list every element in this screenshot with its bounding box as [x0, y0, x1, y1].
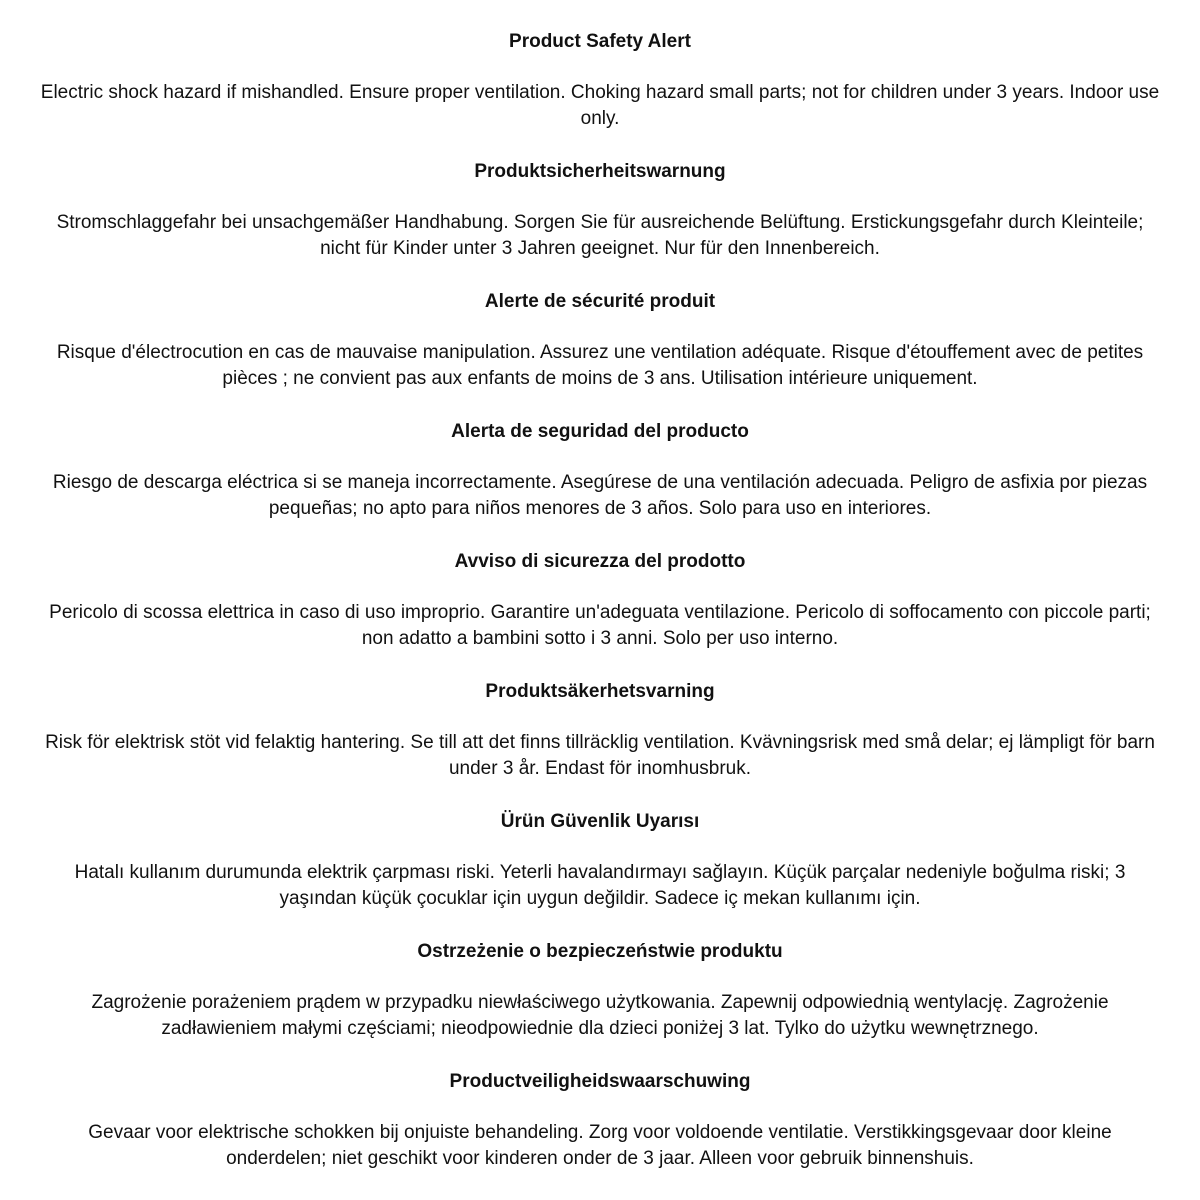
section-text: Risk för elektrisk stöt vid felaktig hantering. Se till att det finns tillräcklig ventilation. Kvävningsrisk med små delar; ej lämpligt för barn under 3 år. Endast för inomhusbruk.: [45, 732, 1155, 779]
section-title: Productveiligheidswaarschuwing: [449, 1071, 751, 1092]
section-title: Alerte de sécurité produit: [484, 291, 716, 312]
section-text: Riesgo de descarga eléctrica si se maneja incorrectamente. Asegúrese de una ventilación adecuada. Peligro de asfixia por piezas pequeñas; no apto para niños menores de 3 años. Solo para uso en interiores.: [52, 472, 1148, 519]
section-german: [36, 158, 1164, 262]
section-title: Produktsicherheitswarnung: [474, 161, 726, 182]
section-text: Stromschlaggefahr bei unsachgemäßer Handhabung. Sorgen Sie für ausreichende Belüftung. Erstickungsgefahr durch Kleinteile; nicht für Kinder unter 3 Jahren geeignet. Nur für den Innenbereich.: [56, 212, 1144, 259]
section-french: [36, 288, 1164, 392]
section-title: Ürün Güvenlik Uyarısı: [500, 811, 700, 832]
section-text: Hatalı kullanım durumunda elektrik çarpması riski. Yeterli havalandırmayı sağlayın. Küçük parçalar nedeniyle boğulma riski; 3 yaşından küçük çocuklar için uygun değildir. Sadece iç mekan kullanımı için.: [74, 862, 1126, 909]
section-italian: [36, 548, 1164, 652]
section-text: Zagrożenie porażeniem prądem w przypadku niewłaściwego użytkowania. Zapewnij odpowiednią wentylację. Zagrożenie zadławieniem małymi częściami; nieodpowiednie dla dzieci poniżej 3 lat. Tylko do użytku wewnętrznego.: [91, 992, 1109, 1039]
section-text: Pericolo di scossa elettrica in caso di uso improprio. Garantire un'adeguata ventilazione. Pericolo di soffocamento con piccole parti; non adatto a bambini sotto i 3 anni. Solo per uso interno.: [49, 602, 1151, 649]
section-dutch: [36, 1068, 1164, 1172]
section-title: Avviso di sicurezza del prodotto: [454, 551, 746, 572]
section-text: Risque d'électrocution en cas de mauvaise manipulation. Assurez une ventilation adéquate. Risque d'étouffement avec de petites pièces ; ne convient pas aux enfants de moins de 3 ans. Utilisation intérieure uniquement.: [56, 342, 1144, 389]
section-title: Alerta de seguridad del producto: [451, 421, 749, 442]
section-title: Ostrzeżenie o bezpieczeństwie produktu: [417, 941, 783, 962]
section-turkish: [36, 808, 1164, 912]
section-swedish: [36, 678, 1164, 782]
section-polish: [36, 938, 1164, 1042]
section-text: Electric shock hazard if mishandled. Ensure proper ventilation. Choking hazard small parts; not for children under 3 years. Indoor use only.: [40, 82, 1160, 129]
section-text: Gevaar voor elektrische schokken bij onjuiste behandeling. Zorg voor voldoende ventilatie. Verstikkingsgevaar door kleine onderdelen; niet geschikt voor kinderen onder de 3 jaar. Alleen voor gebruik binnenshuis.: [88, 1122, 1112, 1169]
section-title: Produktsäkerhetsvarning: [485, 681, 715, 702]
section-title: Product Safety Alert: [509, 31, 691, 52]
section-english: [36, 28, 1164, 132]
section-spanish: [36, 418, 1164, 522]
